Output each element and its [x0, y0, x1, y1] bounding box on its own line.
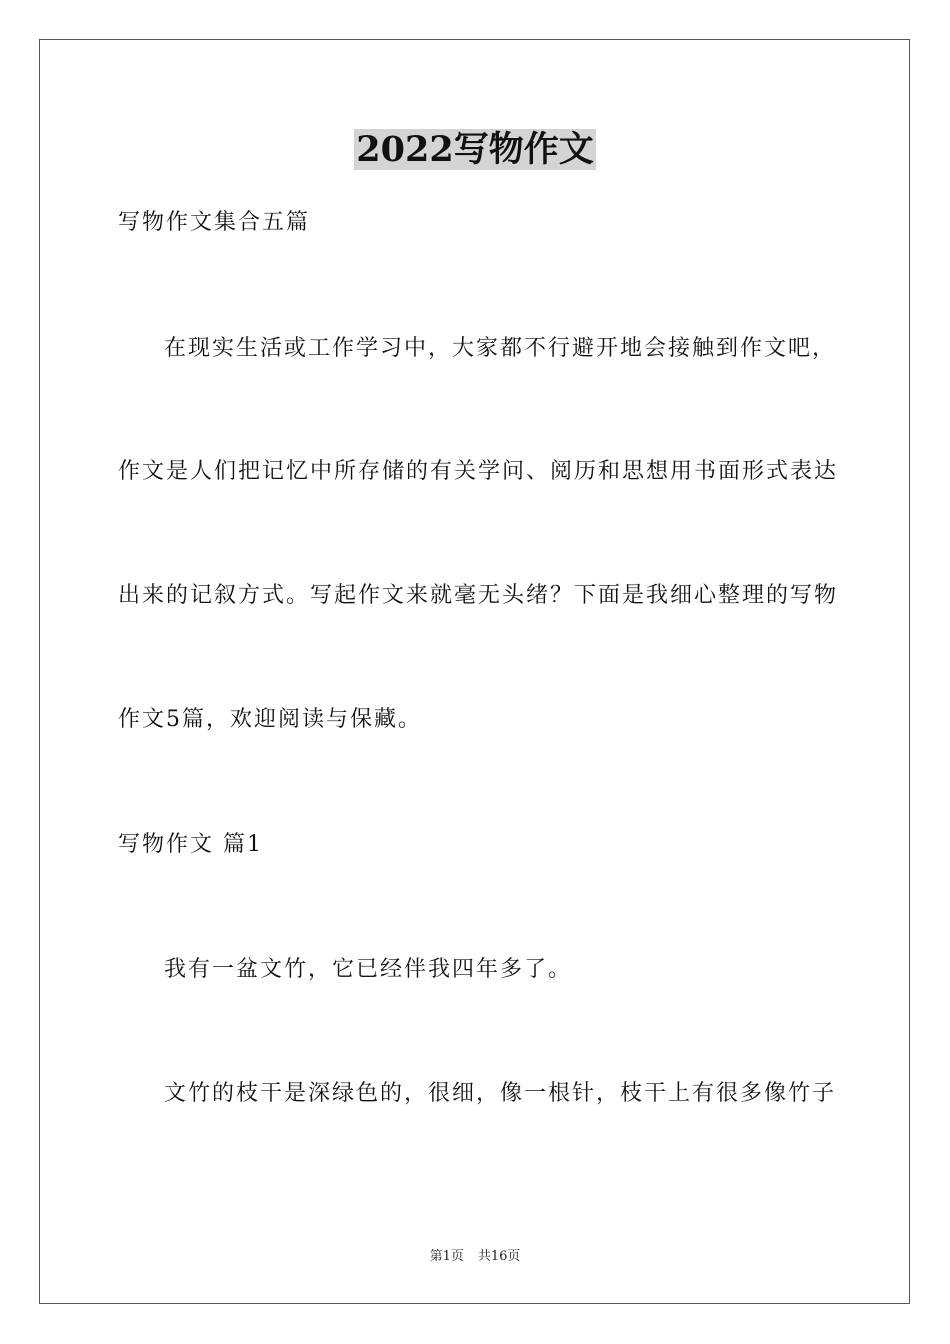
section-heading: 写物作文 篇1 — [118, 832, 263, 857]
paragraph-line-3: 出来的记叙方式。写起作文来就毫无头绪？下面是我细心整理的写物 — [118, 583, 839, 608]
section-paragraph-line-2: 文竹的枝干是深绿色的，很细，像一根针，枝干上有很多像竹子 — [164, 1081, 837, 1106]
page-footer — [0, 1248, 950, 1266]
paragraph-line-4: 作文5篇，欢迎阅读与保藏。 — [118, 707, 422, 732]
paragraph-line-2: 作文是人们把记忆中所存储的有关学问、阅历和思想用书面形式表达 — [118, 459, 839, 484]
title-text: 2022写物作文 — [356, 129, 594, 170]
document-subtitle: 写物作文集合五篇 — [118, 210, 311, 235]
section-paragraph-line-1: 我有一盆文竹，它已经伴我四年多了。 — [164, 957, 573, 982]
document-title — [0, 128, 950, 172]
page-number: 第1页 — [429, 1249, 464, 1264]
total-pages: 共16页 — [477, 1249, 521, 1264]
paragraph-line-1: 在现实生活或工作学习中，大家都不行避开地会接触到作文吧， — [164, 336, 837, 361]
